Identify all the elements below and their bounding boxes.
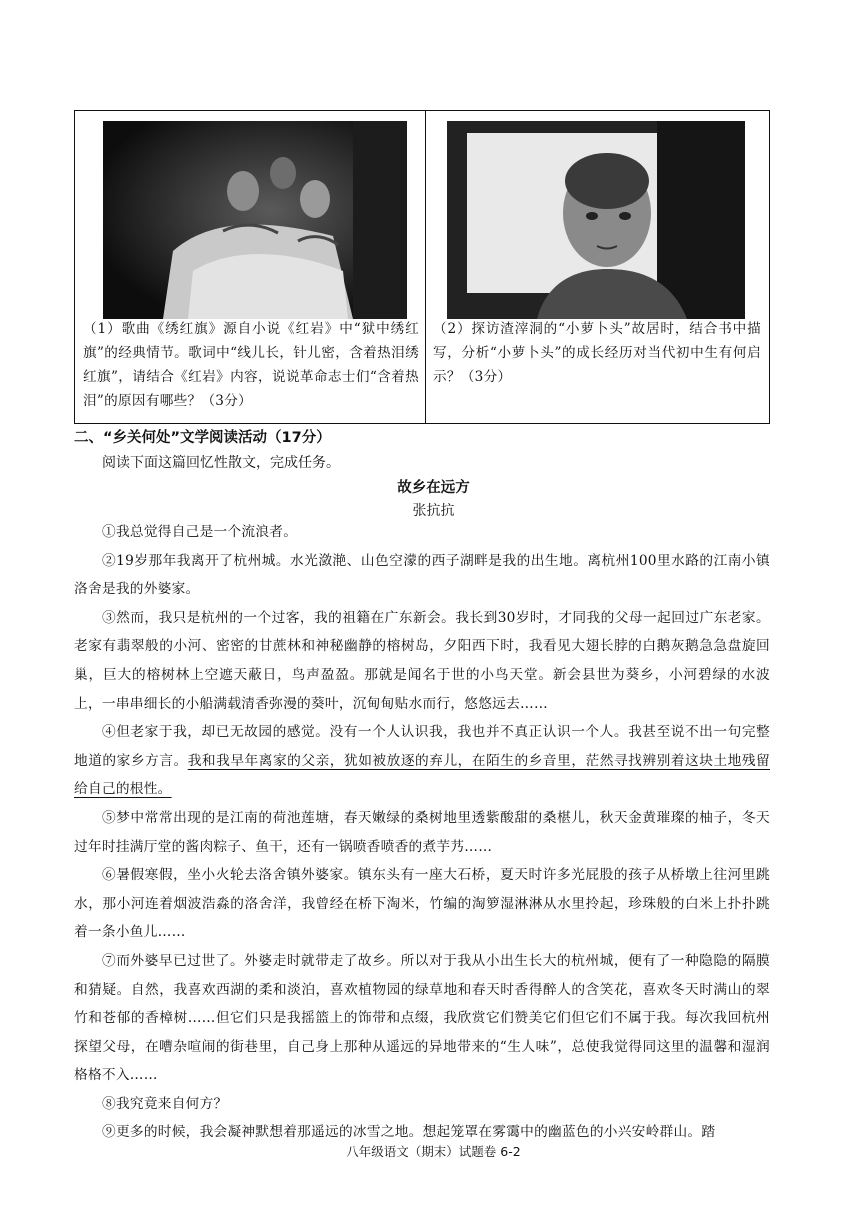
essay-paragraph-6: ⑥暑假寒假，坐小火轮去洛舍镇外婆家。镇东头有一座大石桥，夏天时许多光屁股的孩子从桥墩上往河里跳水，那小河连着烟波浩淼的洛舍洋，我曾经在桥下淘米，竹编的淘箩湿淋淋从水里拎起，珍珠般的白米上扑扑跳着一条小鱼儿…… (74, 867, 770, 941)
essay-paragraph-9: ⑨更多的时候，我会凝神默想着那遥远的冰雪之地。想起笼罩在雾霭中的幽蓝色的小兴安岭群山。踏 (102, 1124, 716, 1141)
question-table (74, 110, 770, 424)
photo-little-radish-head (447, 121, 745, 319)
table-divider (425, 111, 426, 423)
essay-title: 故乡在远方 (397, 480, 470, 496)
question-1-text: （1）歌曲《绣红旗》源自小说《红岩》中“狱中绣红旗”的经典情节。歌词中“线儿长，针儿密，含着热泪绣红旗”，请结合《红岩》内容，说说革命志士们“含着热泪”的原因有哪些？（3分） (83, 321, 419, 409)
page-footer: 八年级语文（期末）试题卷 6-2 (346, 1144, 521, 1159)
essay-paragraph-1: ①我总觉得自己是一个流浪者。 (102, 524, 298, 540)
essay-paragraph-3: ③然而，我只是杭州的一个过客，我的祖籍在广东新会。我长到30岁时，才同我的父母一起回过广东老家。老家有翡翠般的小河、密密的甘蔗林和神秘幽静的榕树岛，夕阳西下时，我看见大翅长脖的白鹅灰鹅急急盘旋回巢，巨大的榕树林上空遮天蔽日，鸟声盈盈。那就是闻名于世的小鸟天堂。新会县世为葵乡，小河碧绿的水波上，一串串细长的小船满载清香弥漫的葵叶，沉甸甸贴水而行，悠悠远去…… (74, 609, 770, 712)
essay-paragraph-2: ②19岁那年我离开了杭州城。水光潋滟、山色空濛的西子湖畔是我的出生地。离杭州100里水路的江南小镇洛舍是我的外婆家。 (74, 552, 770, 598)
question-2-text: （2）探访渣滓洞的“小萝卜头”故居时，结合书中描写，分析“小萝卜头”的成长经历对当代初中生有何启示？（3分） (433, 321, 761, 385)
essay-paragraph-4-text: ④但老家于我，却已无故园的感觉。没有一个人认识我，我也并不真正认识一个人。我甚至说不出一句完整地道的家乡方言。 (74, 724, 770, 769)
essay-paragraph-4 (74, 718, 770, 804)
section-instruction: 阅读下面这篇回忆性散文，完成任务。 (102, 455, 340, 471)
photo-embroidering-red-flag (103, 121, 407, 319)
essay-paragraph-7: ⑦而外婆早已过世了。外婆走时就带走了故乡。所以对于我从小出生长大的杭州城，便有了一种隐隐的隔膜和猜疑。自然，我喜欢西湖的柔和淡泊，喜欢植物园的绿草地和春天时香得醉人的含笑花，喜欢冬天时满山的翠竹和苍郁的香樟树……但它们只是我摇篮上的饰带和点缀，我欣赏它们赞美它们但它们不属于我。每次我回杭州探望父母，在嘈杂喧闹的街巷里，自己身上那种从遥远的异地带来的“生人味”，总使我觉得同这里的温馨和湿润格格不入…… (74, 952, 770, 1084)
essay-paragraph-8: ⑧我究竟来自何方？ (102, 1095, 228, 1112)
essay-author: 张抗抗 (412, 503, 455, 519)
section-heading: 二、“乡关何处”文学阅读活动（17分） (74, 430, 331, 446)
essay-paragraph-5: ⑤梦中常常出现的是江南的荷池莲塘，春天嫩绿的桑树地里透紫酸甜的桑椹儿，秋天金黄璀璨的柚子，冬天过年时挂满厅堂的酱肉粽子、鱼干，还有一锅喷香喷香的煮芋艿…… (74, 809, 770, 855)
underlined-sentence: 我和我早年离家的父亲，犹如被放逐的弃儿，在陌生的乡音里，茫然寻找辨别着这块土地残留给自己的根性。 (74, 752, 770, 798)
essay-body (74, 518, 770, 1147)
